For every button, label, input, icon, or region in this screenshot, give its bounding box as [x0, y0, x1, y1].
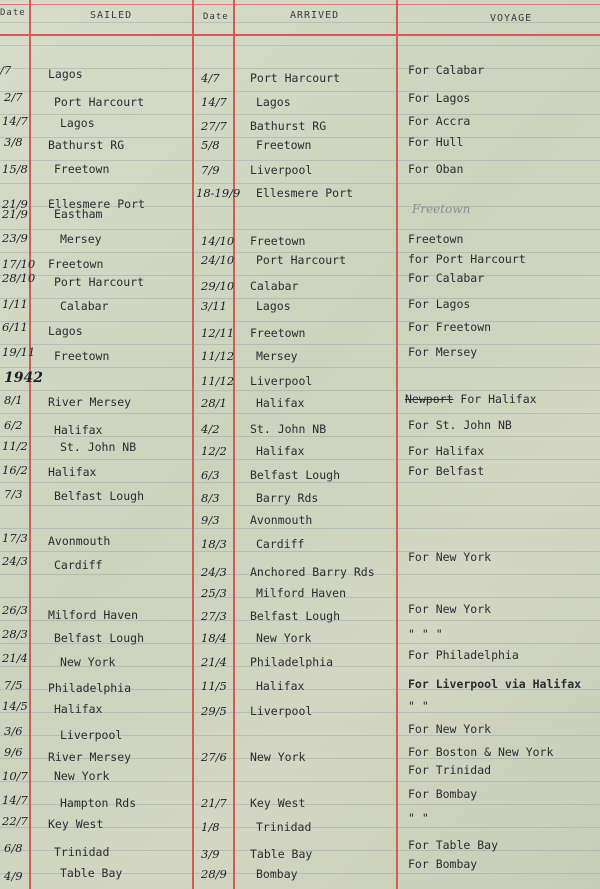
arrived-date: 18-19/9 — [196, 186, 241, 200]
arrived-date: 5/8 — [201, 138, 220, 152]
voyage: For New York — [408, 722, 492, 736]
sailed-date: 2/7 — [4, 90, 23, 104]
arrived-port: Mersey — [256, 349, 298, 363]
voyage: For Accra — [408, 114, 471, 128]
arrived-date: 11/12 — [201, 349, 235, 363]
arrived-port: Bathurst RG — [250, 119, 327, 133]
voyage: For Liverpool via Halifax — [408, 677, 582, 691]
sailed-date: 7/3 — [4, 487, 23, 501]
arrived-date: 1/8 — [201, 820, 220, 834]
sailed-port: Hampton Rds — [60, 796, 137, 810]
arrived-port: Freetown — [250, 326, 306, 340]
arrived-port: Halifax — [256, 679, 305, 693]
sailed-date: 7/5 — [4, 678, 23, 692]
arrived-port: Philadelphia — [250, 655, 334, 669]
arrived-date: 25/3 — [201, 586, 227, 600]
sailed-date: 17/10 — [2, 257, 36, 271]
voyage: Freetown — [408, 232, 464, 246]
sailed-date: 23/9 — [2, 231, 28, 245]
voyage: " " " — [408, 627, 443, 641]
arrived-port: Table Bay — [250, 847, 313, 861]
sailed-date: 28/10 — [2, 271, 36, 285]
voyage: For Boston & New York — [408, 745, 554, 759]
sailed-date: 26/3 — [2, 603, 28, 617]
voyage: For Lagos — [408, 91, 471, 105]
voyage: for Port Harcourt — [408, 252, 526, 266]
arrived-port: Liverpool — [250, 704, 313, 718]
arrived-port: Key West — [250, 796, 306, 810]
voyage: For Mersey — [408, 345, 478, 359]
sailed-port: Calabar — [60, 299, 109, 313]
sailed-date: 14/7 — [2, 793, 28, 807]
sailed-date: 8/1 — [4, 393, 23, 407]
voyage: For New York — [408, 602, 492, 616]
sailed-port: Freetown — [48, 257, 104, 271]
sailed-date: 6/11 — [2, 320, 28, 334]
voyage: For Halifax — [408, 444, 485, 458]
arrived-port: Freetown — [250, 234, 306, 248]
voyage-struck-word: Newport — [405, 392, 454, 406]
sailed-date: 11/2 — [2, 439, 28, 453]
arrived-port: Halifax — [256, 396, 305, 410]
rule-header-top — [0, 4, 600, 5]
arrived-date: 24/3 — [201, 565, 227, 579]
sailed-port: Freetown — [54, 349, 110, 363]
arrived-port: Liverpool — [250, 374, 313, 388]
margin-note: Freetown — [412, 202, 471, 216]
arrived-date: 24/10 — [201, 253, 235, 267]
arrived-port: Port Harcourt — [250, 71, 341, 85]
header-voyage: VOYAGE — [490, 13, 533, 24]
arrived-date: 18/3 — [201, 537, 227, 551]
header-sailed: SAILED — [90, 10, 133, 21]
voyage: For Philadelphia — [408, 648, 519, 662]
sailed-port: Mersey — [60, 232, 102, 246]
arrived-date: 28/9 — [201, 867, 227, 881]
sailed-port: Key West — [48, 817, 104, 831]
arrived-date: 12/11 — [201, 326, 235, 340]
sailed-port: Table Bay — [60, 866, 123, 880]
arrived-port: Belfast Lough — [250, 468, 341, 482]
arrived-port: Avonmouth — [250, 513, 313, 527]
sailed-date: 3/8 — [4, 135, 23, 149]
voyage: For Hull — [408, 135, 464, 149]
voyage: For Calabar — [408, 63, 485, 77]
sailed-date: 19/11 — [2, 345, 36, 359]
arrived-date: 11/5 — [201, 679, 227, 693]
sailed-date: 6/8 — [4, 841, 23, 855]
arrived-port: Calabar — [250, 279, 299, 293]
sailed-date: 1/11 — [2, 297, 28, 311]
sailed-date: 6/2 — [4, 418, 23, 432]
rule-arrived-date — [233, 0, 235, 889]
sailed-date: 9/6 — [4, 745, 23, 759]
sailed-port: Halifax — [54, 423, 103, 437]
arrived-date: 8/3 — [201, 491, 220, 505]
arrived-date: 6/3 — [201, 468, 220, 482]
sailed-port: Lagos — [48, 324, 83, 338]
voyage: For Oban — [408, 162, 464, 176]
voyage: For Table Bay — [408, 838, 499, 852]
sailed-date: 21/9 — [2, 207, 28, 221]
arrived-date: 18/4 — [201, 631, 227, 645]
sailed-date: 28/3 — [2, 627, 28, 641]
sailed-port: River Mersey — [48, 750, 132, 764]
voyage: For Calabar — [408, 271, 485, 285]
sailed-port: Ellesmere Port — [48, 197, 145, 211]
header-date-sailed: Date — [0, 8, 26, 18]
sailed-port: Trinidad — [54, 845, 110, 859]
arrived-port: Lagos — [256, 299, 291, 313]
arrived-date: 7/9 — [201, 163, 220, 177]
sailed-date: 21/4 — [2, 651, 28, 665]
sailed-port: New York — [60, 655, 116, 669]
sailed-port: Liverpool — [60, 728, 123, 742]
voyage: " " — [408, 811, 429, 825]
arrived-port: Bombay — [256, 867, 298, 881]
arrived-date: 27/7 — [201, 119, 227, 133]
arrived-port: Cardiff — [256, 537, 305, 551]
arrived-date: 27/6 — [201, 750, 227, 764]
sailed-port: Halifax — [48, 465, 97, 479]
voyage: For Trinidad — [408, 763, 492, 777]
sailed-date: 4/9 — [4, 869, 23, 883]
sailed-date: 10/7 — [2, 769, 28, 783]
arrived-port: Ellesmere Port — [256, 186, 353, 200]
sailed-port: Eastham — [54, 207, 103, 221]
sailed-date: /7 — [0, 63, 12, 77]
arrived-date: 29/5 — [201, 704, 227, 718]
arrived-date: 4/2 — [201, 422, 220, 436]
arrived-port: Liverpool — [250, 163, 313, 177]
sailed-port: New York — [54, 769, 110, 783]
arrived-port: Freetown — [256, 138, 312, 152]
voyage: For New York — [408, 550, 492, 564]
sailed-port: Philadelphia — [48, 681, 132, 695]
voyage: For Bombay — [408, 857, 478, 871]
header-arrived: ARRIVED — [290, 10, 340, 21]
arrived-port: Belfast Lough — [250, 609, 341, 623]
arrived-port: Trinidad — [256, 820, 312, 834]
sailed-date: 24/3 — [2, 554, 28, 568]
sailed-port: Halifax — [54, 702, 103, 716]
arrived-date: 12/2 — [201, 444, 227, 458]
voyage: " " — [408, 699, 429, 713]
sailed-port: Avonmouth — [48, 534, 111, 548]
sailed-port: Freetown — [54, 162, 110, 176]
sailed-port: Lagos — [60, 116, 95, 130]
arrived-date: 11/12 — [201, 374, 235, 388]
sailed-port: Belfast Lough — [54, 489, 145, 503]
arrived-port: New York — [256, 631, 312, 645]
arrived-date: 28/1 — [201, 396, 227, 410]
arrived-port: Anchored Barry Rds — [250, 565, 375, 579]
arrived-date: 21/4 — [201, 655, 227, 669]
sailed-date: 22/7 — [2, 814, 28, 828]
arrived-port: Halifax — [256, 444, 305, 458]
year-note: 1942 — [4, 370, 43, 386]
arrived-date: 9/3 — [201, 513, 220, 527]
voyage: For Freetown — [408, 320, 492, 334]
sailed-port: River Mersey — [48, 395, 132, 409]
sailed-port: Port Harcourt — [54, 275, 145, 289]
arrived-date: 14/7 — [201, 95, 227, 109]
rule-sailed-port — [192, 0, 194, 889]
sailed-port: Bathurst RG — [48, 138, 125, 152]
voyage: For Bombay — [408, 787, 478, 801]
sailed-date: 17/3 — [2, 531, 28, 545]
header-date-arrived: Date — [203, 12, 229, 22]
voyage: For Lagos — [408, 297, 471, 311]
sailed-date: 14/7 — [2, 114, 28, 128]
arrived-port: Milford Haven — [256, 586, 347, 600]
arrived-date: 3/9 — [201, 847, 220, 861]
arrived-date: 29/10 — [201, 279, 235, 293]
sailed-date: 3/6 — [4, 724, 23, 738]
arrived-date: 14/10 — [201, 234, 235, 248]
voyage — [405, 393, 537, 406]
sailed-date: 15/8 — [2, 162, 28, 176]
sailed-port: St. John NB — [60, 440, 137, 454]
rule-arrived-port — [396, 0, 398, 889]
sailed-port: Port Harcourt — [54, 95, 145, 109]
arrived-date: 21/7 — [201, 796, 227, 810]
voyage-text: For Halifax — [460, 392, 537, 406]
sailed-date: 14/5 — [2, 699, 28, 713]
arrived-port: Barry Rds — [256, 491, 319, 505]
sailed-date: 16/2 — [2, 463, 28, 477]
voyage: For Belfast — [408, 464, 485, 478]
sailed-port: Lagos — [48, 67, 83, 81]
rule-sailed-date — [29, 0, 31, 889]
arrived-port: New York — [250, 750, 306, 764]
arrived-port: Lagos — [256, 95, 291, 109]
arrived-date: 3/11 — [201, 299, 227, 313]
sailed-port: Cardiff — [54, 558, 103, 572]
arrived-port: St. John NB — [250, 422, 327, 436]
sailed-date: 21/9 — [2, 197, 28, 211]
voyage: For St. John NB — [408, 418, 512, 432]
sailed-port: Belfast Lough — [54, 631, 145, 645]
arrived-date: 27/3 — [201, 609, 227, 623]
sailed-port: Milford Haven — [48, 608, 139, 622]
arrived-date: 4/7 — [201, 71, 220, 85]
rule-header-bottom — [0, 34, 600, 36]
arrived-port: Port Harcourt — [256, 253, 347, 267]
